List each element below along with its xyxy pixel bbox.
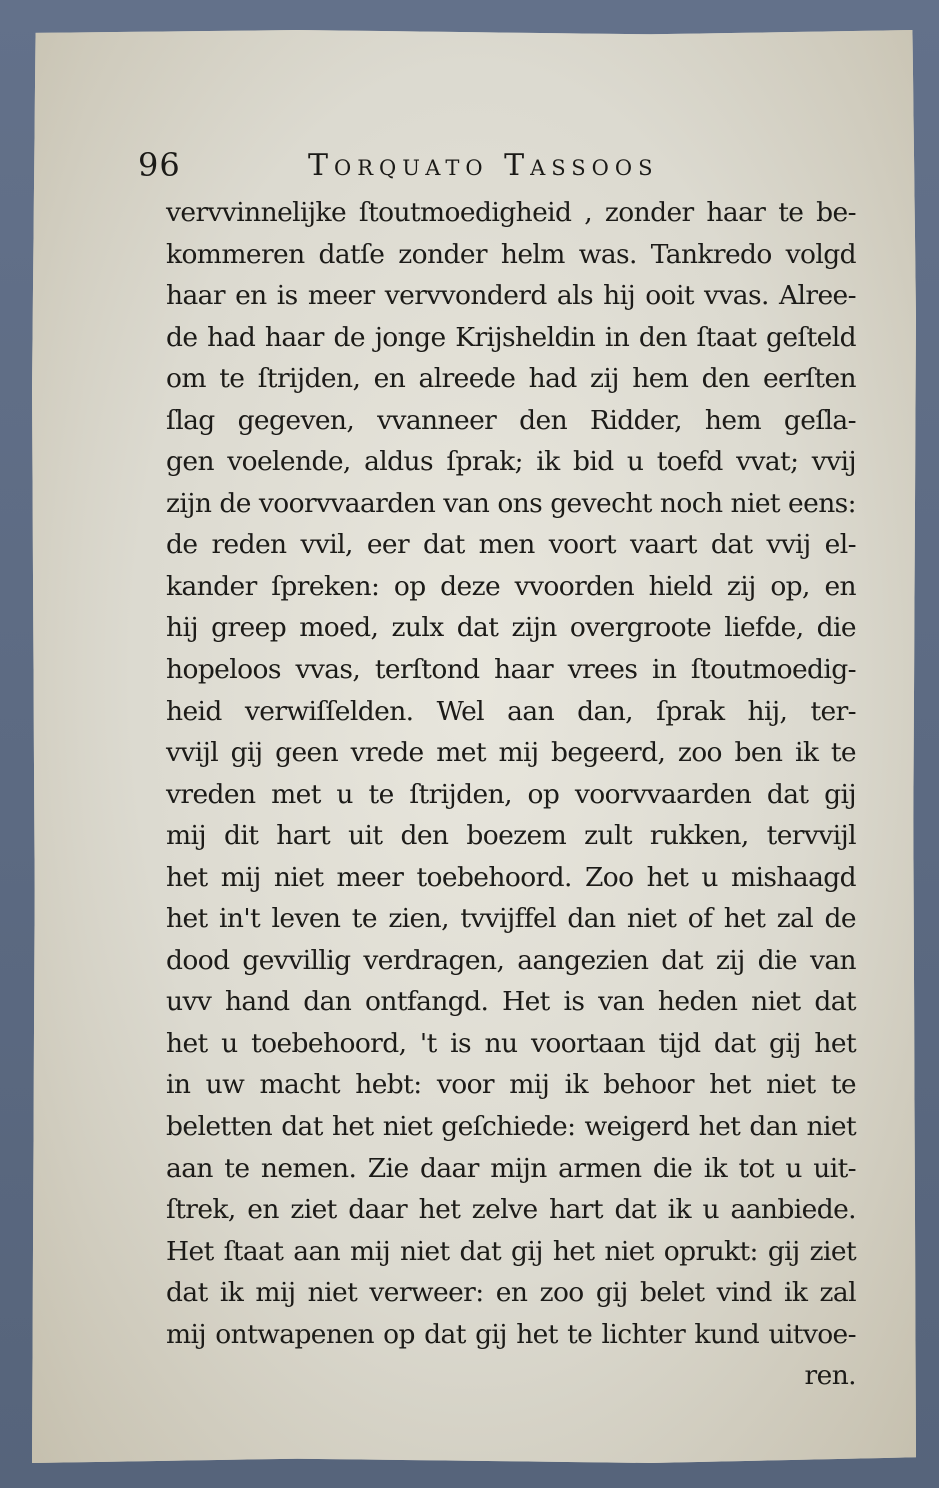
text-line: ſtrek, en ziet daar het zelve hart dat ik u aanbiede. xyxy=(166,1194,856,1226)
text-line: het in't leven te zien, tvvijffel dan niet of het zal de xyxy=(166,903,856,935)
text-line-catchword: ren. xyxy=(804,1360,856,1392)
text-line: vvijl gij geen vrede met mij begeerd, zoo ben ik te xyxy=(166,737,856,769)
running-title: Torquato Tassoos xyxy=(308,148,659,183)
text-line: mij ontwapenen op dat gij het te lichter kund uitvoe- xyxy=(166,1318,856,1350)
text-line: kander ſpreken: op deze vvoorden hield zij op, en xyxy=(166,570,856,602)
page-number: 96 xyxy=(138,146,181,184)
text-line: uvv hand dan ontfangd. Het is van heden niet dat xyxy=(166,986,856,1018)
text-line: dat ik mij niet verweer: en zoo gij belet vind ik zal xyxy=(166,1277,856,1309)
text-line: dood gevvillig verdragen, aangezien dat zij die van xyxy=(166,944,856,976)
text-line: de reden vvil, eer dat men voort vaart dat vvij el- xyxy=(166,529,856,561)
text-line: haar en is meer vervvonderd als hij ooit vvas. Alree- xyxy=(166,280,856,312)
text-line: mij dit hart uit den boezem zult rukken, tervvijl xyxy=(166,820,856,852)
text-line: aan te nemen. Zie daar mijn armen die ik tot u uit- xyxy=(166,1152,856,1184)
text-line: gen voelende, aldus ſprak; ik bid u toefd vvat; vvij xyxy=(166,446,856,478)
text-line: hopeloos vvas, terſtond haar vrees in ſtoutmoedig- xyxy=(166,654,856,686)
text-line: kommeren datſe zonder helm was. Tankredo volgd xyxy=(166,238,856,270)
text-line: beletten dat het niet geſchiede: weigerd het dan niet xyxy=(166,1111,856,1143)
text-line: vervvinnelijke ſtoutmoedigheid , zonder haar te be- xyxy=(166,197,856,228)
text-line: hij greep moed, zulx dat zijn overgroote liefde, die xyxy=(166,612,856,644)
text-line: in uw macht hebt: voor mij ik behoor het niet te xyxy=(166,1069,856,1101)
text-line: heid verwiſſelden. Wel aan dan, ſprak hij, ter- xyxy=(166,695,856,727)
running-head xyxy=(138,140,778,196)
text-line: om te ſtrijden, en alreede had zij hem den eerſten xyxy=(166,363,856,395)
text-line: de had haar de jonge Krijsheldin in den ſtaat geſteld xyxy=(166,321,856,353)
text-line: Het ſtaat aan mij niet dat gij het niet oprukt: gij ziet xyxy=(166,1235,856,1267)
text-line: vreden met u te ſtrijden, op voorvvaarden dat gij xyxy=(166,778,856,810)
text-line: het mij niet meer toebehoord. Zoo het u mishaagd xyxy=(166,861,856,893)
text-line: het u toebehoord, 't is nu voortaan tijd dat gij het xyxy=(166,1027,856,1059)
text-line: zijn de voorvvaarden van ons gevecht noch niet eens: xyxy=(166,487,856,519)
body-text xyxy=(166,192,856,1397)
text-line: ſlag gegeven, vvanneer den Ridder, hem geſla- xyxy=(166,404,856,436)
